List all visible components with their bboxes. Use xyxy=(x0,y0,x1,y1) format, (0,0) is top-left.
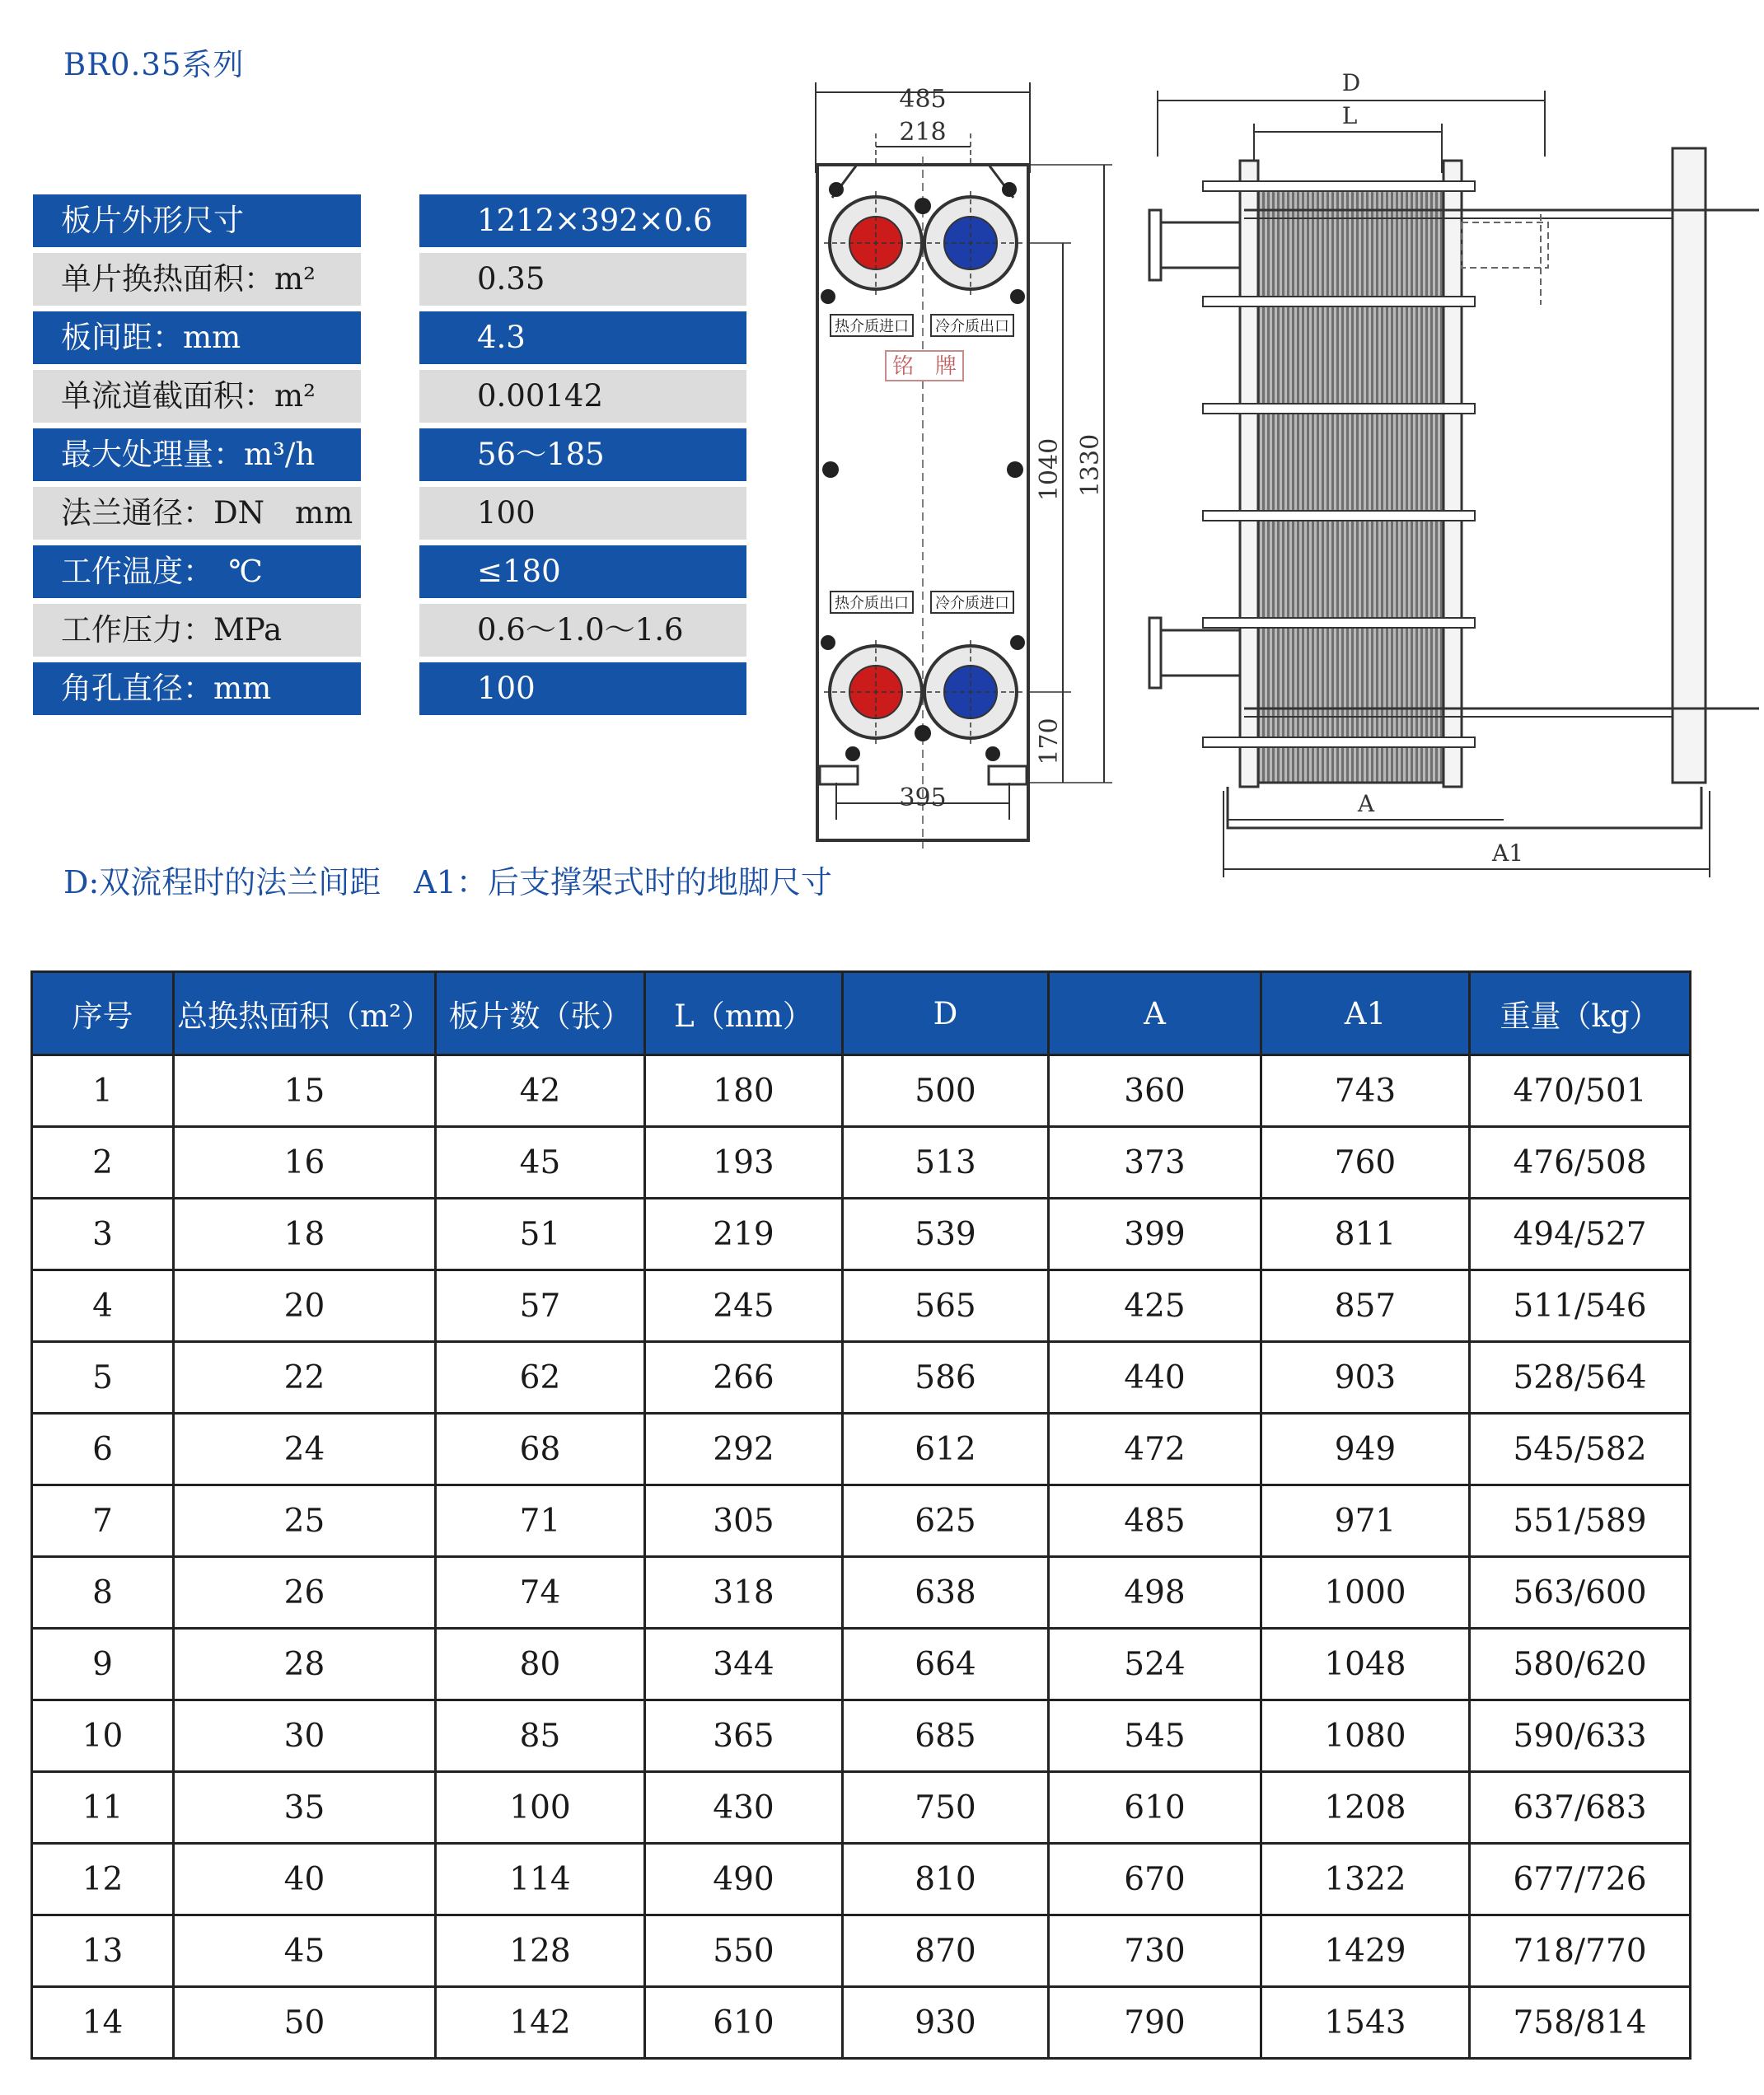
table-cell: 580/620 xyxy=(1470,1629,1691,1700)
table-cell: 425 xyxy=(1049,1270,1261,1342)
dim-port-vertical: 1040 xyxy=(1035,437,1064,502)
table-cell: 1543 xyxy=(1261,1987,1470,2059)
base-foot xyxy=(820,766,858,784)
bolt-icon xyxy=(915,725,931,741)
table-cell: 85 xyxy=(436,1700,645,1772)
table-cell: 13 xyxy=(32,1915,174,1987)
nameplate-label: 铭 牌 xyxy=(891,354,957,379)
tie-bolt xyxy=(1203,297,1475,306)
table-cell: 318 xyxy=(645,1557,843,1629)
spec-row xyxy=(33,428,746,487)
table-row xyxy=(32,1199,1691,1270)
table-cell: 612 xyxy=(843,1414,1049,1485)
col-header: 序号 xyxy=(32,972,174,1055)
table-cell: 292 xyxy=(645,1414,843,1485)
nozzle-flange xyxy=(1149,210,1161,280)
table-cell: 14 xyxy=(32,1987,174,2059)
dim-base-width: 395 xyxy=(899,783,947,812)
table-cell: 35 xyxy=(174,1772,436,1844)
table-cell: 625 xyxy=(843,1485,1049,1557)
table-cell: 1000 xyxy=(1261,1557,1470,1629)
table-cell: 430 xyxy=(645,1772,843,1844)
table-cell: 3 xyxy=(32,1199,174,1270)
table-cell: 476/508 xyxy=(1470,1127,1691,1199)
table-cell: 971 xyxy=(1261,1485,1470,1557)
table-cell: 399 xyxy=(1049,1199,1261,1270)
bolt-icon xyxy=(821,289,835,304)
side-view xyxy=(1149,69,1759,877)
spec-value: 56～185 xyxy=(419,428,746,481)
table-cell: 62 xyxy=(436,1342,645,1414)
table-cell: 949 xyxy=(1261,1414,1470,1485)
tie-bolt xyxy=(1203,511,1475,521)
table-cell: 128 xyxy=(436,1915,645,1987)
col-header: A1 xyxy=(1261,972,1470,1055)
spec-label: 工作压力：MPa xyxy=(33,604,361,657)
fixed-frame xyxy=(1240,161,1258,787)
table-row xyxy=(32,1915,1691,1987)
bolt-icon xyxy=(1010,635,1025,650)
table-cell: 25 xyxy=(174,1485,436,1557)
col-header: A xyxy=(1049,972,1261,1055)
table-cell: 42 xyxy=(436,1055,645,1127)
spec-row xyxy=(33,545,746,604)
table-cell: 760 xyxy=(1261,1127,1470,1199)
upper-nozzle xyxy=(1158,222,1240,268)
table-cell: 440 xyxy=(1049,1342,1261,1414)
spec-value: 1212×392×0.6 xyxy=(419,194,746,247)
spec-value: 0.6～1.0～1.6 xyxy=(419,604,746,657)
table-row xyxy=(32,1844,1691,1915)
label-cold-inlet: 冷介质进口 xyxy=(935,595,1009,612)
table-header-row xyxy=(32,972,1691,1055)
table-cell: 811 xyxy=(1261,1199,1470,1270)
table-cell: 45 xyxy=(174,1915,436,1987)
table-body xyxy=(32,1055,1691,2059)
table-cell: 718/770 xyxy=(1470,1915,1691,1987)
note-a1: A1：后支撑架式时的地脚尺寸 xyxy=(414,864,832,900)
table-cell: 40 xyxy=(174,1844,436,1915)
spec-row xyxy=(33,662,746,721)
table-cell: 373 xyxy=(1049,1127,1261,1199)
spec-row xyxy=(33,253,746,311)
table-cell: 71 xyxy=(436,1485,645,1557)
lower-nozzle xyxy=(1158,630,1240,676)
table-cell: 490 xyxy=(645,1844,843,1915)
col-header: 重量（kg） xyxy=(1470,972,1691,1055)
table-cell: 1322 xyxy=(1261,1844,1470,1915)
col-header: 总换热面积（m²） xyxy=(174,972,436,1055)
table-cell: 685 xyxy=(843,1700,1049,1772)
label-cold-outlet: 冷介质出口 xyxy=(935,318,1009,335)
spec-value: ≤180 xyxy=(419,545,746,598)
table-cell: 810 xyxy=(843,1844,1049,1915)
table-cell: 7 xyxy=(32,1485,174,1557)
table-cell: 485 xyxy=(1049,1485,1261,1557)
table-cell: 638 xyxy=(843,1557,1049,1629)
table-row xyxy=(32,1557,1691,1629)
dim-height: 1330 xyxy=(1076,433,1105,498)
note-d: D:双流程时的法兰间距 xyxy=(63,864,381,900)
table-cell: 472 xyxy=(1049,1414,1261,1485)
table-cell: 857 xyxy=(1261,1270,1470,1342)
table-cell: 11 xyxy=(32,1772,174,1844)
table-cell: 245 xyxy=(645,1270,843,1342)
label-hot-outlet: 热介质出口 xyxy=(835,595,909,612)
table-cell: 743 xyxy=(1261,1055,1470,1127)
bolt-icon xyxy=(821,635,835,650)
table-cell: 637/683 xyxy=(1470,1772,1691,1844)
table-cell: 51 xyxy=(436,1199,645,1270)
table-row xyxy=(32,1700,1691,1772)
tie-bolt xyxy=(1203,618,1475,628)
table-cell: 590/633 xyxy=(1470,1700,1691,1772)
table-cell: 10 xyxy=(32,1700,174,1772)
table-cell: 1208 xyxy=(1261,1772,1470,1844)
drawing-canvas xyxy=(783,58,1764,881)
table-cell: 500 xyxy=(843,1055,1049,1127)
table-cell: 670 xyxy=(1049,1844,1261,1915)
table-cell: 4 xyxy=(32,1270,174,1342)
table-cell: 539 xyxy=(843,1199,1049,1270)
table-cell: 305 xyxy=(645,1485,843,1557)
nozzle-flange xyxy=(1149,618,1161,688)
spec-row xyxy=(33,311,746,370)
table-cell: 20 xyxy=(174,1270,436,1342)
spec-value: 100 xyxy=(419,662,746,715)
table-cell: 12 xyxy=(32,1844,174,1915)
table-cell: 551/589 xyxy=(1470,1485,1691,1557)
technical-drawing xyxy=(783,58,1764,881)
label-hot-inlet: 热介质进口 xyxy=(835,318,909,335)
spec-label: 板片外形尺寸 xyxy=(33,194,361,247)
spec-label: 单片换热面积：m² xyxy=(33,253,361,306)
dim-width: 485 xyxy=(899,85,947,114)
table-row xyxy=(32,1772,1691,1844)
bolt-icon xyxy=(985,746,1000,761)
table-cell: 513 xyxy=(843,1127,1049,1199)
table-cell: 903 xyxy=(1261,1342,1470,1414)
table-cell: 6 xyxy=(32,1414,174,1485)
table-cell: 528/564 xyxy=(1470,1342,1691,1414)
spec-row xyxy=(33,370,746,428)
spec-label: 法兰通径：DN mm xyxy=(33,487,361,540)
front-view xyxy=(816,82,1112,849)
table-cell: 730 xyxy=(1049,1915,1261,1987)
table-cell: 9 xyxy=(32,1629,174,1700)
tie-bolt xyxy=(1203,181,1475,191)
table-row xyxy=(32,1055,1691,1127)
table-row xyxy=(32,1987,1691,2059)
table-cell: 22 xyxy=(174,1342,436,1414)
table-cell: 563/600 xyxy=(1470,1557,1691,1629)
table-cell: 790 xyxy=(1049,1987,1261,2059)
table-cell: 524 xyxy=(1049,1629,1261,1700)
table-cell: 74 xyxy=(436,1557,645,1629)
table-cell: 114 xyxy=(436,1844,645,1915)
bolt-icon xyxy=(1010,289,1025,304)
tie-bolt xyxy=(1203,404,1475,414)
dim-D: D xyxy=(1341,69,1361,96)
table-cell: 610 xyxy=(645,1987,843,2059)
table-cell: 545 xyxy=(1049,1700,1261,1772)
bolt-icon xyxy=(822,461,839,478)
table-cell: 664 xyxy=(843,1629,1049,1700)
dim-bottom-offset: 170 xyxy=(1035,718,1064,765)
bolt-icon xyxy=(915,198,931,214)
table-cell: 1080 xyxy=(1261,1700,1470,1772)
bolt-icon xyxy=(845,746,860,761)
table-cell: 8 xyxy=(32,1557,174,1629)
dim-port-spacing: 218 xyxy=(899,118,947,147)
table-cell: 16 xyxy=(174,1127,436,1199)
table-cell: 45 xyxy=(436,1127,645,1199)
table-cell: 494/527 xyxy=(1470,1199,1691,1270)
table-cell: 930 xyxy=(843,1987,1049,2059)
spec-label: 单流道截面积：m² xyxy=(33,370,361,423)
table-cell: 565 xyxy=(843,1270,1049,1342)
table-cell: 586 xyxy=(843,1342,1049,1414)
table-cell: 677/726 xyxy=(1470,1844,1691,1915)
table-cell: 1 xyxy=(32,1055,174,1127)
table-cell: 100 xyxy=(436,1772,645,1844)
spec-label: 工作温度： ℃ xyxy=(33,545,361,598)
table-cell: 498 xyxy=(1049,1557,1261,1629)
spec-value: 0.35 xyxy=(419,253,746,306)
table-cell: 26 xyxy=(174,1557,436,1629)
col-header: 板片数（张） xyxy=(436,972,645,1055)
spec-row xyxy=(33,487,746,545)
spec-value: 0.00142 xyxy=(419,370,746,423)
table-cell: 511/546 xyxy=(1470,1270,1691,1342)
spec-label: 板间距：mm xyxy=(33,311,361,364)
table-row xyxy=(32,1342,1691,1414)
table-cell: 24 xyxy=(174,1414,436,1485)
dim-L: L xyxy=(1341,102,1358,129)
tie-bolt xyxy=(1203,737,1475,747)
table-cell: 550 xyxy=(645,1915,843,1987)
spec-value: 4.3 xyxy=(419,311,746,364)
bolt-icon xyxy=(1002,182,1017,197)
table-cell: 5 xyxy=(32,1342,174,1414)
table-row xyxy=(32,1127,1691,1199)
table-row xyxy=(32,1485,1691,1557)
spec-row xyxy=(33,604,746,662)
table-cell: 750 xyxy=(843,1772,1049,1844)
base-frame xyxy=(1228,787,1701,828)
model-table xyxy=(30,970,1691,2060)
table-cell: 758/814 xyxy=(1470,1987,1691,2059)
table-cell: 57 xyxy=(436,1270,645,1342)
table-cell: 28 xyxy=(174,1629,436,1700)
spec-label: 最大处理量：m³/h xyxy=(33,428,361,481)
col-header: L（mm） xyxy=(645,972,843,1055)
spec-panel xyxy=(33,194,746,721)
table-cell: 344 xyxy=(645,1629,843,1700)
table-cell: 50 xyxy=(174,1987,436,2059)
table-cell: 68 xyxy=(436,1414,645,1485)
dim-A1: A1 xyxy=(1491,839,1524,867)
table-cell: 30 xyxy=(174,1700,436,1772)
base-foot xyxy=(989,766,1027,784)
dual-pass-nozzle xyxy=(1462,222,1548,268)
spec-label: 角孔直径：mm xyxy=(33,662,361,715)
table-row xyxy=(32,1414,1691,1485)
plate-pack xyxy=(1258,189,1443,783)
table-cell: 545/582 xyxy=(1470,1414,1691,1485)
table-row xyxy=(32,1270,1691,1342)
table-cell: 180 xyxy=(645,1055,843,1127)
table-cell: 266 xyxy=(645,1342,843,1414)
pressure-plate xyxy=(1443,161,1462,787)
note-line xyxy=(63,857,832,902)
spec-value: 100 xyxy=(419,487,746,540)
table-cell: 142 xyxy=(436,1987,645,2059)
table-cell: 360 xyxy=(1049,1055,1261,1127)
table-cell: 18 xyxy=(174,1199,436,1270)
rear-support xyxy=(1673,148,1706,783)
table-cell: 470/501 xyxy=(1470,1055,1691,1127)
col-header: D xyxy=(843,972,1049,1055)
table-cell: 80 xyxy=(436,1629,645,1700)
bolt-icon xyxy=(1007,461,1023,478)
table-cell: 1429 xyxy=(1261,1915,1470,1987)
table-cell: 219 xyxy=(645,1199,843,1270)
table-cell: 365 xyxy=(645,1700,843,1772)
page-title: BR0.35系列 xyxy=(63,47,245,82)
bolt-icon xyxy=(829,182,844,197)
table-cell: 193 xyxy=(645,1127,843,1199)
table-cell: 870 xyxy=(843,1915,1049,1987)
table-cell: 2 xyxy=(32,1127,174,1199)
table-row xyxy=(32,1629,1691,1700)
dim-A: A xyxy=(1357,790,1375,817)
table-cell: 1048 xyxy=(1261,1629,1470,1700)
spec-row xyxy=(33,194,746,253)
table-cell: 15 xyxy=(174,1055,436,1127)
table-cell: 610 xyxy=(1049,1772,1261,1844)
